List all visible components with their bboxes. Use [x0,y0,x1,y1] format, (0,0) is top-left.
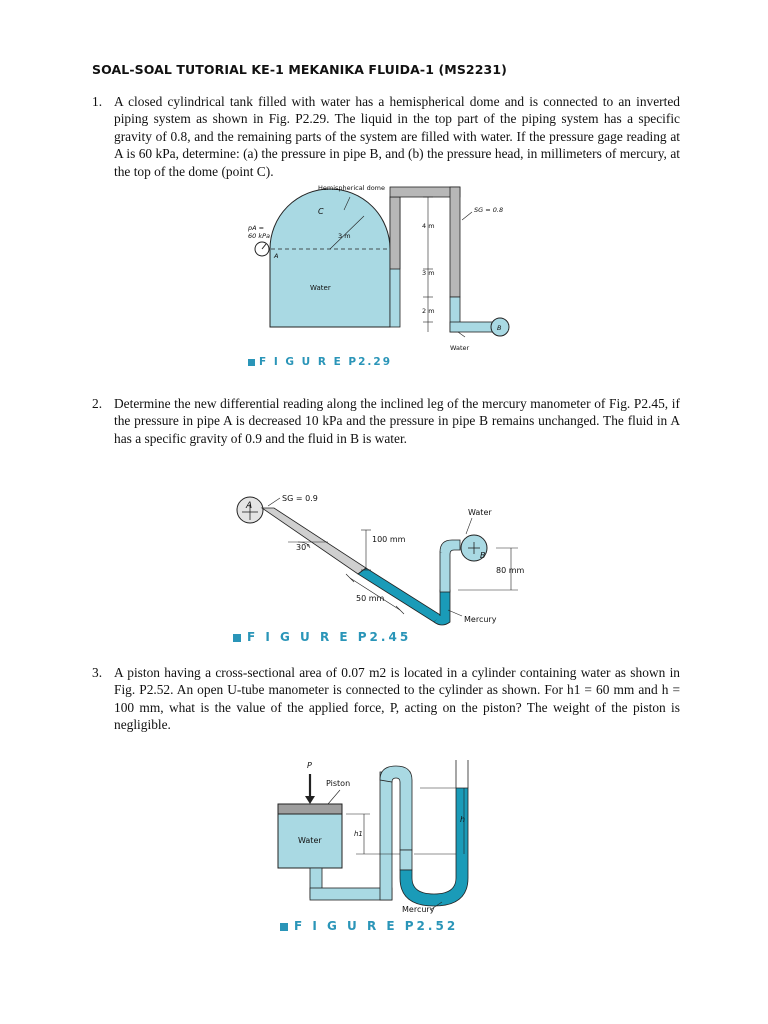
point-b-label: B [497,324,502,332]
mercury-label: Mercury [402,905,435,914]
dim-80mm-label: 80 mm [496,566,525,575]
figure-p2-52 [270,760,510,920]
water-label: Water [468,508,492,517]
question-text: A piston having a cross-sectional area of 0.07 m2 is located in a cylinder containing water as shown in Fig. P2.52. An open U-tube manometer is connected to the cylinder as shown. For h1 = 60 mm and h = 100 mm, what is the value of the applied force, P, acting on the piston? The weight of the piston is negligible. [114,665,680,733]
h-label: h [460,815,466,824]
dim-50mm-label: 50 mm [356,594,385,603]
water-label: Water [298,836,322,845]
angle-label: 30° [296,543,311,552]
point-c-label: C [318,207,324,216]
point-a-label: A [274,252,279,260]
caption-square-icon [233,634,241,642]
water-label: Water [310,284,331,292]
question-3 [92,664,680,734]
pa-label: pA = [248,224,265,232]
radius-label: 3 m [338,232,351,240]
h1-label: h1 [354,830,363,838]
figure-p2-45 [228,490,538,630]
dim-4m-label: 4 m [422,222,435,230]
figure-caption: F I G U R E P2.45 [233,630,411,644]
force-p-label: P [307,761,312,770]
question-number: 1. [92,94,103,109]
piston-label: Piston [326,779,351,788]
question-1 [92,93,680,180]
pa-value-label: 60 kPa [248,232,271,240]
question-text: A closed cylindrical tank filled with water has a hemispherical dome and is connected to an inverted piping system as shown in Fig. P2.29. The liquid in the top part of the piping system has a specific gravity of 0.8, and the remaining parts of the system are filled with water. If the pressure gage reading at A is 60 kPa, determine: (a) the pressure in pipe B, and (b) the pressure head, in millimeters of mercury, at the top of the dome (point C). [114,94,680,179]
mercury-label: Mercury [464,615,497,624]
sg-label: SG = 0.9 [282,494,318,503]
question-2 [92,395,680,447]
caption-square-icon [248,359,255,366]
dome-label: Hemispherical dome [318,184,385,192]
dim-3m-label: 3 m [422,269,435,277]
dim-2m-label: 2 m [422,307,435,315]
water2-label: Water [450,344,470,352]
caption-square-icon [280,923,288,931]
page-title: SOAL-SOAL TUTORIAL KE-1 MEKANIKA FLUIDA-1 (MS2231) [92,62,507,77]
question-text: Determine the new differential reading along the inclined leg of the mercury manometer of Fig. P2.45, if the pressure in pipe A is decreased 10 kPa and the pressure in pipe B remains unchanged. The fluid in A has a specific gravity of 0.9 and the fluid in B is water. [114,396,680,446]
question-number: 3. [92,665,103,680]
point-b-label: B [480,551,486,560]
figure-p2-29 [240,182,530,372]
sg-label: SG = 0.8 [474,206,504,214]
point-a-label: A [246,501,253,511]
question-number: 2. [92,396,103,411]
figure-caption: F I G U R E P2.29 [248,356,392,368]
figure-caption: F I G U R E P2.52 [280,919,458,933]
dim-100mm-label: 100 mm [372,535,406,544]
